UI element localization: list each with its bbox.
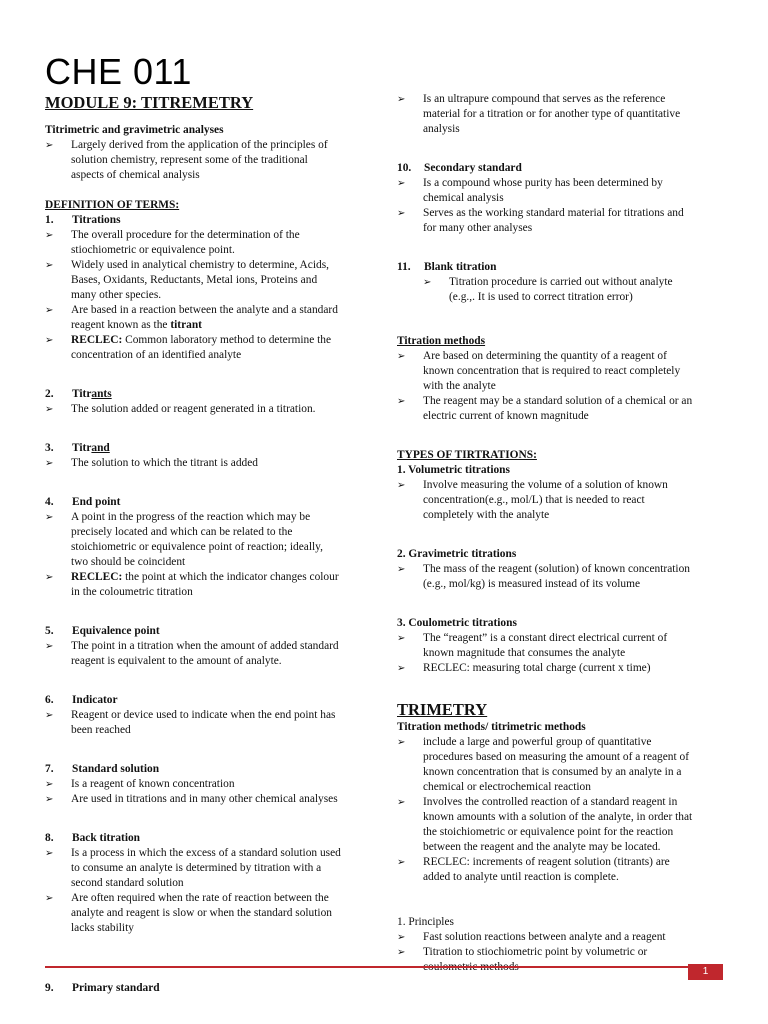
coulometric-heading: 3. Coulometric titrations [397, 617, 517, 629]
arrow-bullet-icon: ➢ [45, 794, 54, 805]
term-secondary-standard: 10. Secondary standard [397, 162, 522, 174]
course-code: CHE 011 [45, 51, 192, 92]
arrow-bullet-icon: ➢ [397, 94, 406, 105]
titration-methods-heading: Titration methods [397, 335, 486, 347]
definitions-heading: DEFINITION OF TERMS: [45, 199, 180, 211]
arrow-bullet-icon: ➢ [397, 351, 406, 362]
bullet-item: ➢ Widely used in analytical chemistry to determine, Acids, Bases, Oxidants, Reductants, Metal ions, Proteins and many other species. [45, 259, 329, 301]
bullet-item: ➢ Titration to stiochiometric point by volumetric or [397, 945, 727, 975]
arrow-bullet-icon: ➢ [45, 572, 54, 583]
term-primary-standard: 9. Primary standard [45, 982, 160, 994]
arrow-bullet-icon: ➢ [397, 663, 406, 674]
term-titrations: 1. Titrations [45, 214, 121, 226]
bullet-item: ➢ Are used in titrations and in many other chemical analyses [45, 793, 338, 805]
arrow-bullet-icon: ➢ [397, 208, 406, 219]
bullet-item: ➢ Reagent or device used to indicate when the end point has been reached [45, 709, 336, 736]
bullet-item: ➢ A point in the progress of the reaction which may be precisely located and which can be related to the stoichiometric or equivalence point of reaction; ideally, two should be coincident [45, 511, 323, 568]
term-indicator: 6. Indicator [45, 694, 118, 706]
arrow-bullet-icon: ➢ [45, 458, 54, 469]
bullet-item: ➢ RECLEC: measuring total charge (current x time) [397, 662, 651, 674]
arrow-bullet-icon: ➢ [423, 277, 432, 288]
arrow-bullet-icon: ➢ [45, 512, 54, 523]
bullet-item: ➢ Is a process in which the excess of a standard solution used to consume an analyte is determined by titration with a second standard solution [45, 847, 341, 889]
bullet-item: ➢ Is a compound whose purity has been determined by chemical analysis [397, 177, 663, 204]
arrow-bullet-icon: ➢ [45, 710, 54, 721]
trimetry-heading: TRIMETRY [397, 700, 488, 719]
bullet-item: ➢ RECLEC: Common laboratory method to determine the concentration of an identified analyte [45, 334, 332, 361]
bullet-item: ➢ Largely derived from the application of the principles of solution chemistry, represent some of the traditional aspects of chemical analysis [45, 139, 328, 181]
term-equivalence-point: 5. Equivalence point [45, 625, 160, 637]
arrow-bullet-icon: ➢ [397, 737, 406, 748]
bullet-item: ➢ The solution to which the titrant is added [45, 457, 258, 469]
arrow-bullet-icon: ➢ [45, 305, 54, 316]
bullet-item: ➢ Involve measuring the volume of a solution of known concentration(e.g., mol/L) that is needed to react completely with the analyte [397, 479, 668, 521]
bullet-item: ➢ The point in a titration when the amount of added standard reagent is equivalent to the amount of analyte. [45, 640, 339, 667]
arrow-bullet-icon: ➢ [397, 932, 406, 943]
page-number: 1 [688, 964, 723, 980]
arrow-bullet-icon: ➢ [397, 396, 406, 407]
arrow-bullet-icon: ➢ [397, 633, 406, 644]
term-blank-titration: 11. Blank titration [397, 261, 497, 273]
bullet-item: ➢ The solution added or reagent generated in a titration. [45, 403, 316, 415]
term-back-titration: 8. Back titration [45, 832, 141, 844]
arrow-bullet-icon: ➢ [397, 480, 406, 491]
volumetric-heading: 1. Volumetric titrations [397, 464, 510, 476]
arrow-bullet-icon: ➢ [397, 178, 406, 189]
arrow-bullet-icon: ➢ [397, 564, 406, 575]
arrow-bullet-icon: ➢ [45, 893, 54, 904]
left-column [45, 123, 367, 996]
bullet-item: ➢ Fast solution reactions between analyte and a reagent [397, 931, 666, 943]
bullet-item: ➢ The mass of the reagent (solution) of known concentration (e.g., mol/kg) is measured instead of its volume [397, 563, 690, 590]
bullet-item: ➢ Is a reagent of known concentration [45, 778, 235, 790]
bullet-item: ➢ Are often required when the rate of reaction between the analyte and reagent is slow or when the standard solution lacks stability [45, 892, 332, 934]
term-titrand: 3. Titrand [45, 442, 110, 454]
bullet-item: ➢ Is an ultrapure compound that serves as the reference material for a titration or for another type of quantitative analysis [397, 93, 681, 135]
titrimetric-methods-heading: Titration methods/ titrimetric methods [397, 721, 586, 733]
arrow-bullet-icon: ➢ [397, 947, 406, 958]
term-titrants: 2. Titrants [45, 388, 112, 400]
arrow-bullet-icon: ➢ [45, 848, 54, 859]
footer-rule [45, 966, 723, 968]
bullet-item: ➢ RECLEC: increments of reagent solution (titrants) are added to analyte until reaction is complete. [397, 856, 670, 883]
arrow-bullet-icon: ➢ [45, 404, 54, 415]
bullet-item: ➢ Serves as the working standard material for titrations and for many other analyses [397, 207, 684, 234]
principles-heading: 1. Principles [397, 916, 454, 928]
bullet-item: ➢ The reagent may be a standard solution of a chemical or an electric current of known magnitude [397, 395, 693, 422]
arrow-bullet-icon: ➢ [45, 641, 54, 652]
arrow-bullet-icon: ➢ [397, 797, 406, 808]
bullet-item: ➢ include a large and powerful group of quantitative procedures based on measuring the amount of a reagent of known concentration that is consumed by an analyte in a chemical or electrochemical reaction [397, 736, 690, 793]
bullet-item: ➢ RECLEC: the point at which the indicator changes colour in the coloumetric titration [45, 571, 339, 598]
arrow-bullet-icon: ➢ [45, 779, 54, 790]
right-column [397, 92, 727, 975]
intro-heading: Titrimetric and gravimetric analyses [45, 124, 224, 136]
bullet-item: ➢ The overall procedure for the determination of the stiochiometric or equivalence point. [45, 229, 300, 256]
bullet-item: ➢ Involves the controlled reaction of a standard reagent in known amounts with a solution of the analyte, in order that the stoichiometric or equivalence point for the reaction between the reagent and the analyte may be located. [397, 796, 693, 853]
arrow-bullet-icon: ➢ [45, 335, 54, 346]
term-standard-solution: 7. Standard solution [45, 763, 160, 775]
module-title: MODULE 9: TITREMETRY [45, 93, 254, 112]
gravimetric-heading: 2. Gravimetric titrations [397, 548, 517, 560]
bullet-item: ➢ Are based in a reaction between the analyte and a standard reagent known as the titrant [45, 304, 338, 331]
bullet-item: ➢ Are based on determining the quantity of a reagent of known concentration that is required to react completely with the analyte [397, 350, 681, 392]
arrow-bullet-icon: ➢ [45, 260, 54, 271]
bullet-item: ➢ Titration procedure is carried out without analyte (e.g.,. It is used to correct titration error) [423, 276, 673, 303]
arrow-bullet-icon: ➢ [45, 140, 54, 151]
term-end-point: 4. End point [45, 496, 121, 508]
arrow-bullet-icon: ➢ [397, 857, 406, 868]
bullet-item: ➢ The “reagent” is a constant direct electrical current of known magnitude that consumes the analyte [397, 632, 668, 659]
arrow-bullet-icon: ➢ [45, 230, 54, 241]
types-heading: TYPES OF TIRTRATIONS: [397, 449, 537, 461]
